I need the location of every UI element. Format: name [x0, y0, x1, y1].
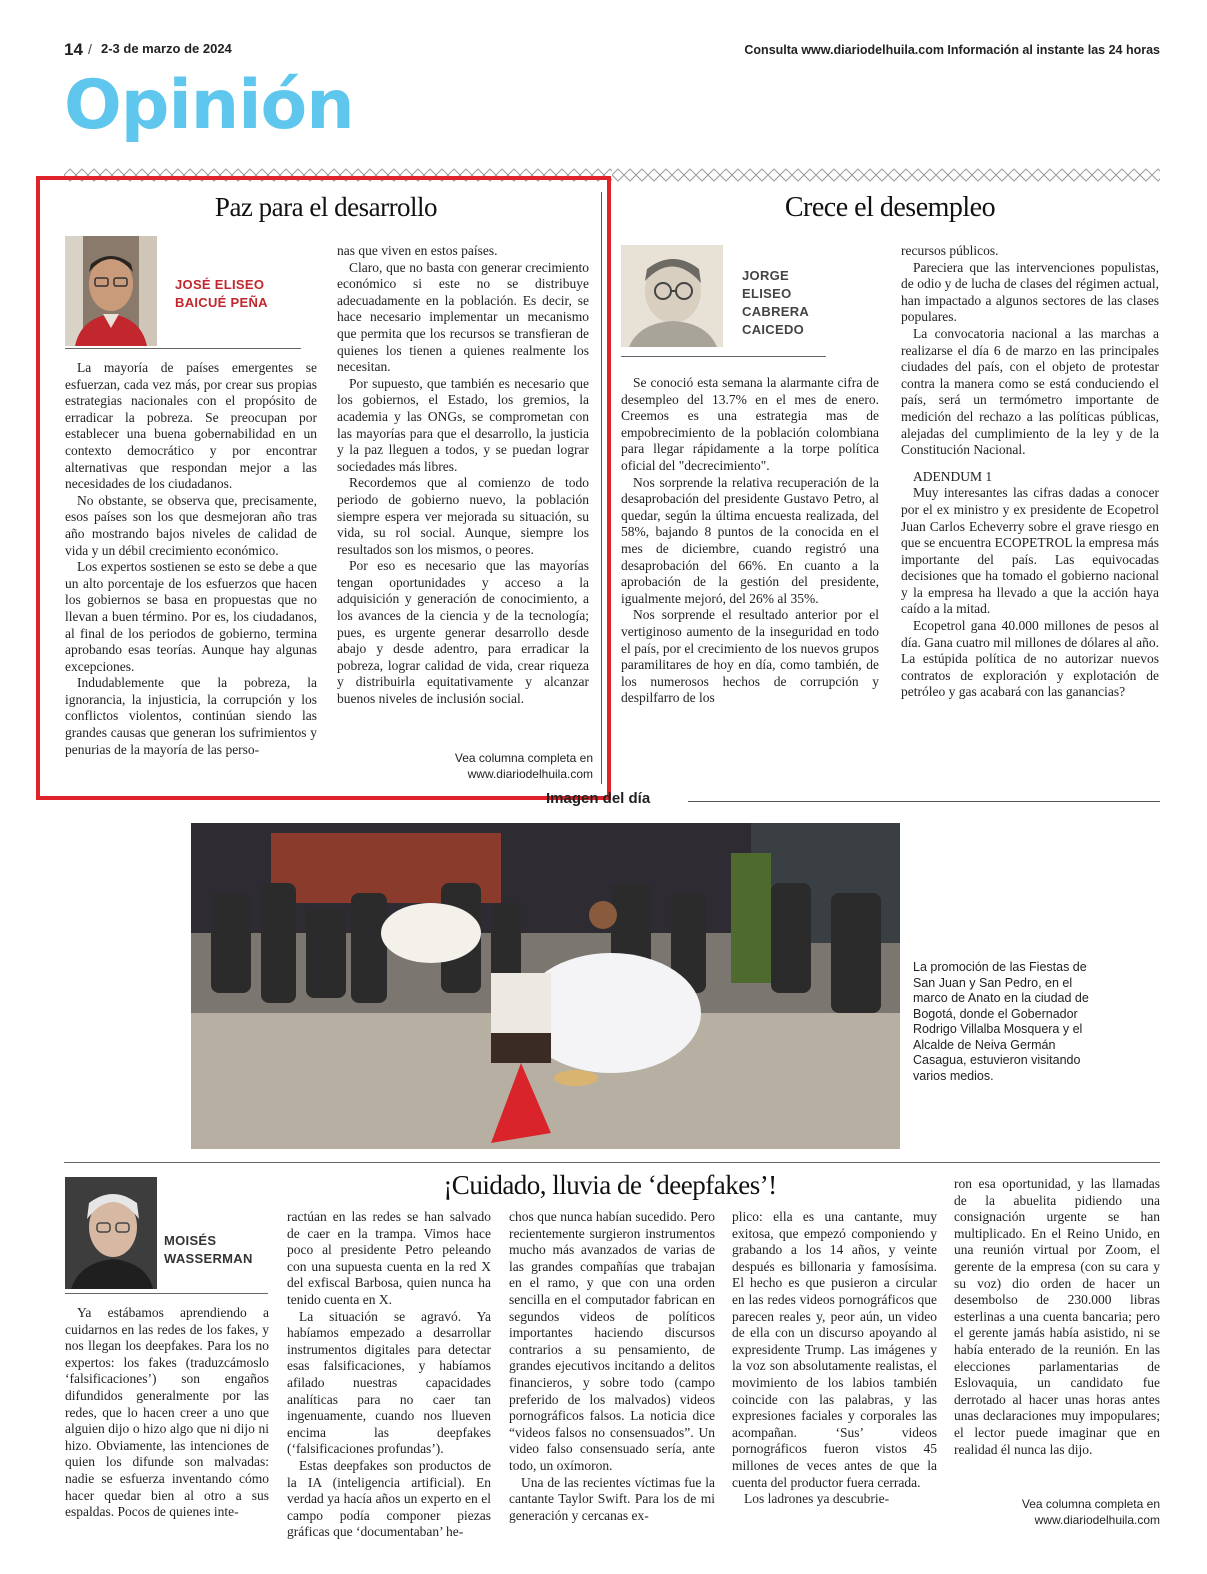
- paragraph: Por eso es necesario que las mayorías tengan oportunidades y acceso a la adquisición y generación de conocimiento, a los avances de la ciencia y de la tecnología; pues, es urgente generar desarrollo desde abajo y desde adentro, para erradicar la pobreza, lograr calidad de vida, crear riqueza y distribuirla equitativamente y alcanzar buenos niveles de inclusión social.: [337, 558, 589, 707]
- paragraph: recursos públicos.: [901, 243, 999, 258]
- article1-column-1: [65, 360, 317, 758]
- more-link-text: Vea columna completa en: [454, 751, 593, 765]
- author-first-name: JOSÉ ELISEO: [175, 277, 265, 292]
- paragraph: chos que nunca habían sucedido. Pero recientemente surgieron instrumentos mucho más avanzados de varias de las grandes compañías que trabajan en el ramo, y que con una orden sencilla en el computador fabrican en segundos videos de políticos importantes haciendo discursos contrarios a su pensamiento, de grandes ejecutivos incitando a delitos financieros, y sobre todo (campo preferido de los malvados) videos pornográficos falsos. La noticia dice “videos falsos no consensuados”. Un video falso consensuado sería, ante todo, un oxímoron.: [509, 1209, 715, 1473]
- author-photo-cabrera: [621, 245, 723, 347]
- paragraph: La situación se agravó. Ya habíamos empezado a desarrollar instrumentos digitales para detectar esas falsificaciones, y habíamos afilado nuestras capacidades analíticas para no caer tan ingenuamente, cuando nos llueven encima las deepfakes (‘falsificaciones profundas’).: [287, 1308, 491, 1457]
- more-link-text: Vea columna completa en: [1021, 1497, 1160, 1511]
- more-link-url[interactable]: www.diariodelhuila.com: [1034, 1513, 1160, 1527]
- paragraph: plico: ella es una cantante, muy exitosa, que empezó componiendo y grabando a los 14 años, y veinte después es billonaria y famosísima. El hecho es que pusieron a circular en las redes videos pornográficos que parecen reales y, peor aún, un video de ella con un discurso apoyando al expresidente Trump. Las imágenes y la voz son absolutamente realistas, el movimiento de los labios también coincide con las palabras, y las expresiones faciales y corporales las acompañan. ‘Sus’ videos pornográficos fueron vistos 45 millones de veces antes de que la cuenta del productor fuera cerrada.: [732, 1209, 937, 1490]
- paragraph: Estas deepfakes son productos de la IA (inteligencia artificial). En verdad ya hacía años un experto en el campo podía componer piezas gráficas que ‘documentaban’ he-: [287, 1457, 491, 1540]
- author-rule: [65, 1293, 268, 1294]
- article3-column-2: [287, 1209, 491, 1541]
- paragraph: ron esa oportunidad, y las llamadas de la abuelita pidiendo una consignación urgente se han multiplicado. En el Reino Unido, en una reunión virtual por Zoom, el gerente de la empresa (con su cara y su voz) dio orden de hacer un desembolso de 230.000 libras esterlinas a una cuenta bancaria; pero el gerente jamás había asistido, ni se había enterado de la reunión. En las elecciones parlamentarias de Eslovaquia, un candidato fue derrotado al hacer unas horas antes unas declaraciones muy impopulares; el lector puede imaginar que en realidad él nunca las dijo.: [954, 1176, 1160, 1457]
- paragraph: ractúan en las redes se han salvado de caer en la trampa. Vimos hace poco al presidente Petro peleando con una supuesta cuenta en la red X del exfiscal Barbosa, quien nunca ha tenido cuenta en X.: [287, 1209, 491, 1307]
- article3-column-1: [65, 1305, 269, 1521]
- paragraph: Pareciera que las intervenciones populistas, de odio y de lucha de clases del régimen actual, han impactado a algunos sectores de las clases populares.: [901, 259, 1159, 325]
- article2-column-2: [901, 243, 1159, 701]
- section-rule: [64, 1162, 1160, 1163]
- author-rule: [65, 348, 301, 349]
- paragraph: Indudablemente que la pobreza, la ignorancia, la injusticia, la corrupción y los conflictos violentos, continúan siendo las grandes causas que generan los sufrimientos y penurias de la mayoría de las perso-: [65, 675, 317, 757]
- section-title: Opinión: [64, 66, 354, 145]
- paragraph: Los ladrones ya descubrie-: [744, 1491, 890, 1507]
- paragraph: Claro, que no basta con generar crecimiento económico si este no se distribuye adecuadamente en la población. Es decir, se hace necesario implementar un mecanismo que permita que los recursos se transfieran de quienes los tienen a quienes realmente los necesitan.: [337, 259, 589, 375]
- paragraph: La mayoría de países emergentes se esfuerzan, cada vez más, por crear sus propias estrategias nacionales con el propósito de erradicar la pobreza. Se preocupan por establecer una buena gobernabilidad en un contexto democrático y por encontrar alternativas que respondan mejor a las necesidades de los ciudadanos.: [65, 360, 317, 492]
- author-second-last-name: CAICEDO: [742, 322, 805, 337]
- article2-column-1: [621, 375, 879, 707]
- column-divider: [601, 192, 602, 784]
- paragraph: Recordemos que al comienzo de todo periodo de gobierno nuevo, la población siempre espera ver mejorada su situación, su vida, su rol social. Aunque, siempre los resultados son los mismos, o peores.: [337, 475, 589, 557]
- page-date: 2-3 de marzo de 2024: [101, 41, 232, 56]
- article3-column-4: [732, 1209, 937, 1508]
- author-first-name: MOISÉS: [164, 1233, 217, 1248]
- article3-column-3: [509, 1209, 715, 1524]
- zigzag-divider-right: [612, 168, 1160, 182]
- paragraph: No obstante, se observa que, precisamente, esos países son los que desmejoran año tras año mostrando bajos niveles de calidad de vida y un débil crecimiento económico.: [65, 492, 317, 558]
- article3-author: [164, 1232, 253, 1268]
- paragraph: Ecopetrol gana 40.000 millones de pesos al día. Gana cuatro mil millones de dólares al año. La estúpida política de no autorizar nuevos contratos de exploración y explotación de petróleo y gas acabará con las ganancias?: [901, 618, 1159, 700]
- author-photo-wasserman: [65, 1177, 157, 1289]
- author-photo-baicue: [65, 236, 157, 346]
- article1-column-2: [337, 243, 589, 708]
- article3-column-5: [954, 1176, 1160, 1458]
- author-rule: [621, 356, 826, 357]
- article2-author: [742, 267, 809, 339]
- addendum-heading: ADENDUM 1: [913, 468, 993, 484]
- page-header: [64, 40, 1160, 62]
- article2-title: Crece el desempleo: [784, 192, 996, 223]
- paragraph: nas que viven en estos países.: [337, 243, 498, 258]
- paragraph: Una de las recientes víctimas fue la cantante Taylor Swift. Para los de mi generación y cercanas ex-: [509, 1474, 715, 1523]
- image-of-day-rule: [688, 801, 1160, 802]
- article1-more-link[interactable]: [389, 750, 593, 782]
- image-of-day-label: Imagen del día: [546, 790, 651, 807]
- page-number: 14: [64, 40, 83, 59]
- author-last-name: WASSERMAN: [164, 1251, 253, 1266]
- paragraph: Se conoció esta semana la alarmante cifra de desempleo del 13.7% en el mes de enero. Creemos es una estrategia mas de empobrecimiento de la población colombiana para llegar rápidamente a la torpe política oficial del "decrecimiento".: [621, 375, 879, 473]
- paragraph: Nos sorprende la relativa recuperación de la desaprobación del presidente Gustavo Petro, al quedar, según la última encuesta realizada, del 58%, bajando 8 puntos de la conocida en el mes de diciembre, cuando registró una desaprobación del 66%. En cuanto a la aprobación de la gestión del presidente, igualmente mejoró, del 26% al 35%.: [621, 474, 879, 606]
- article3-title: ¡Cuidado, lluvia de ‘deepfakes’!: [443, 1170, 777, 1200]
- more-link-url[interactable]: www.diariodelhuila.com: [467, 767, 593, 781]
- image-of-day-photo: [191, 823, 900, 1149]
- header-website-note: Consulta www.diariodelhuila.com Información al instante las 24 horas: [744, 43, 1160, 57]
- article1-author: [175, 276, 268, 312]
- article3-more-link[interactable]: [956, 1496, 1160, 1528]
- paragraph: Ya estábamos aprendiendo a cuidarnos en las redes de los fakes, y nos llegan los deepfakes. Para los no expertos: los fakes (traduzcámoslo ‘falsificaciones’) son engaños difundidos generalmente por las redes, que lo hacen creer a uno que alguien dijo o hizo algo que ni dijo ni hizo. Obviamente, las intenciones de quien los difunde son malvadas: nadie se esfuerza inventando cómo hacer quedar bien al otro a sus espaldas. Pocos de quienes inte-: [65, 1305, 269, 1520]
- paragraph: Por supuesto, que también es necesario que los gobiernos, el Estado, los gremios, la academia y las ONGs, se comprometan con las mayorías para que el desarrollo, la justicia y la paz lleguen a todos, y se puedan lograr sociedades más libres.: [337, 375, 589, 474]
- author-last-name: CABRERA: [742, 304, 810, 319]
- paragraph: Muy interesantes las cifras dadas a conocer por el ex ministro y ex presidente de Ecopetrol Juan Carlos Echeverry sobre el grave riesgo en que se encuentra ECOPETROL la empresa más importante del país. Las equivocadas decisiones que ha tomado el gobierno nacional y la empresa ha llevado a que la acción haya caído a la mitad.: [901, 485, 1159, 617]
- paragraph: Nos sorprende el resultado anterior por el vertiginoso aumento de la inseguridad en todo el país, por el crecimiento de los nuevos grupos paramilitares de hoy en día, como también, de los numerosos hechos de corrupción y despilfarro de los: [621, 607, 879, 706]
- author-last-name: BAICUÉ PEÑA: [175, 295, 268, 310]
- author-middle-name: ELISEO: [742, 286, 792, 301]
- paragraph: Los expertos sostienen se esto se debe a que un alto porcentaje de los esfuerzos que hacen los gobiernos se basa en propuestas que no llevan a buen término. Por es, los ciudadanos, al final de los periodos de gobierno, termina aprobando esas teorías. Aunque hay algunas excepciones.: [65, 559, 317, 674]
- paragraph: La convocatoria nacional a las marchas a realizarse el día 6 de marzo en las principales ciudades del país, con el objeto de protestar contra la manera como se está conduciendo el país, será un termómetro importante de medición del rechazo a las políticas públicas, alejadas del cumplimiento de la ley y de la Constitución Nacional.: [901, 325, 1159, 458]
- page-separator: /: [88, 41, 92, 57]
- image-of-day-caption: La promoción de las Fiestas de San Juan y San Pedro, en el marco de Anato en la ciudad de Bogotá, donde el Gobernador Rodrigo Villalba Mosquera y el Alcalde de Neiva Germán Casagua, estuvieron visitando varios medios.: [913, 960, 1089, 1083]
- article1-title: Paz para el desarrollo: [214, 192, 438, 222]
- author-first-name: JORGE: [742, 268, 790, 283]
